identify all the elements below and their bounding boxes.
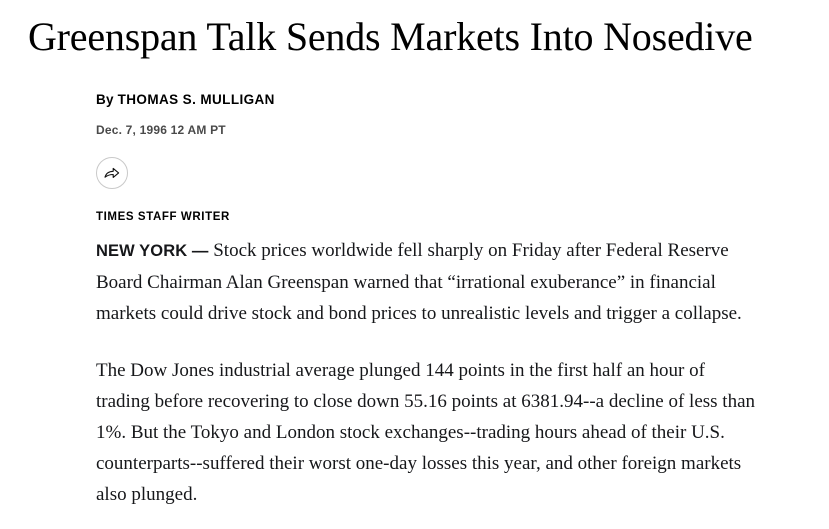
article-paragraph-2: The Dow Jones industrial average plunged 144 points in the first half an hour of trading before recovering to close down 55.16 points at 6381.94--a decline of less than 1%. But the Tokyo and London stock exchanges--trading hours ahead of their U.S. counterparts--suffered their worst one-day losses this year, and other foreign markets also plunged.	[96, 360, 756, 505]
paragraph-1-text: Stock prices worldwide fell sharply on Friday after Federal Reserve Board Chairman Alan Greenspan warned that “irrational exuberance” in financial markets could drive stock and bond prices to unrealistic levels and trigger a collapse.	[96, 240, 742, 324]
article-paragraph-1	[96, 235, 759, 329]
page-title: Greenspan Talk Sends Markets Into Nosedive	[28, 14, 753, 59]
byline-author[interactable]: THOMAS S. MULLIGAN	[117, 92, 275, 107]
article-body	[0, 92, 829, 510]
byline	[96, 92, 759, 107]
publish-timestamp: Dec. 7, 1996 12 AM PT	[96, 123, 226, 137]
byline-prefix: By	[96, 92, 114, 107]
share-button[interactable]	[96, 157, 128, 189]
dateline: NEW YORK —	[96, 242, 214, 260]
share-arrow-icon	[104, 166, 120, 180]
share-row	[96, 157, 759, 189]
staff-writer-label: TIMES STAFF WRITER	[96, 211, 230, 223]
